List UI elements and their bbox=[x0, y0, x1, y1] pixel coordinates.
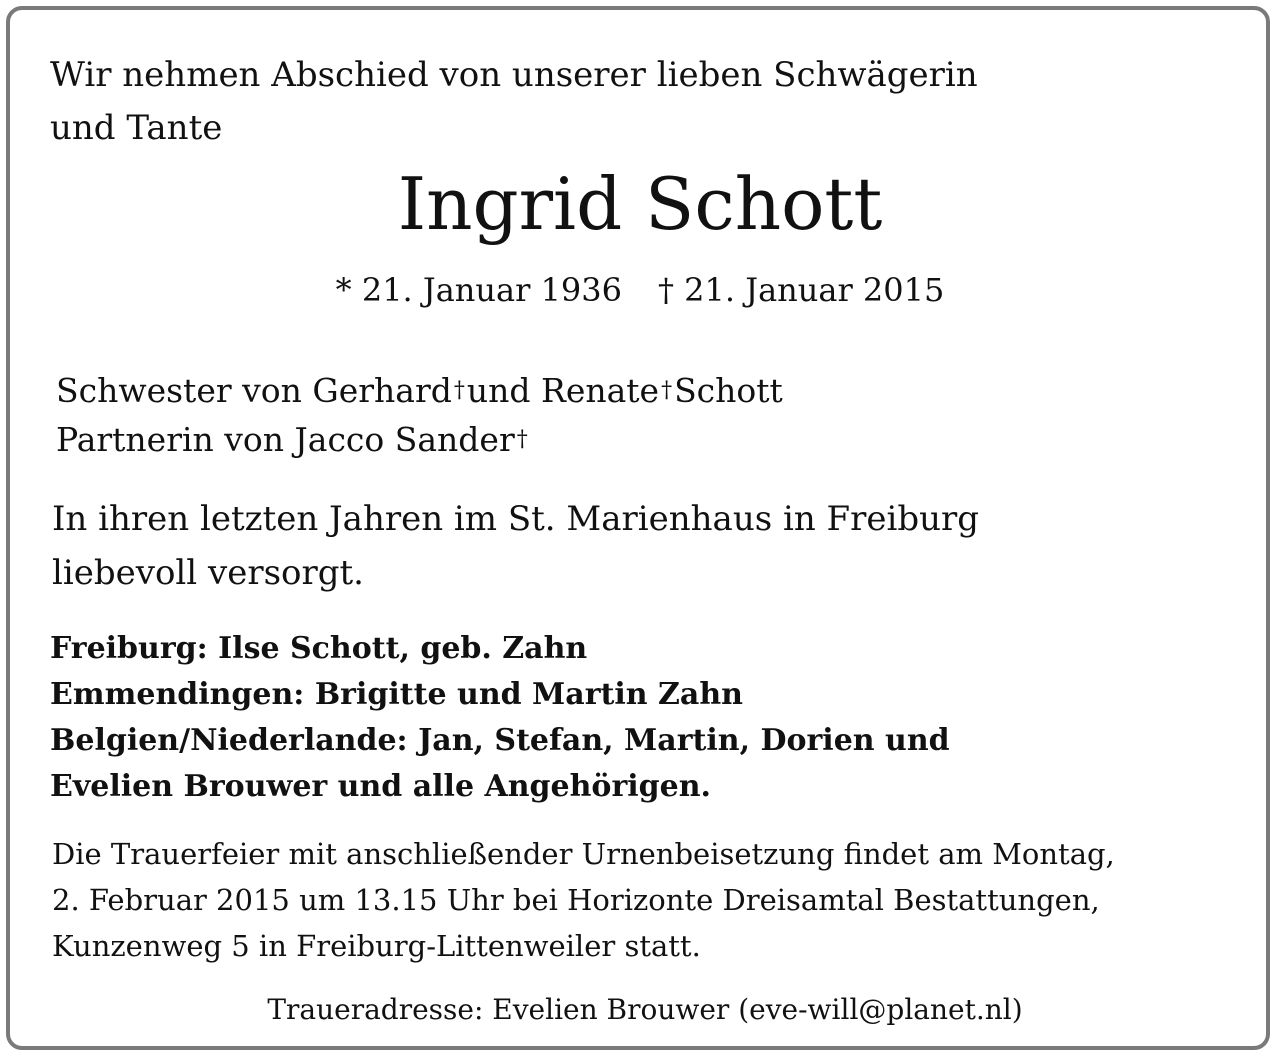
mourner-line: Evelien Brouwer und alle Angehörigen. bbox=[50, 769, 711, 804]
ceremony-line: 2. Februar 2015 um 13.15 Uhr bei Horizonte Dreisamtal Bestattungen, bbox=[52, 883, 1100, 917]
intro-line-2: und Tante bbox=[50, 108, 223, 148]
mourner-line: Belgien/Niederlande: Jan, Stefan, Martin, Dorien und bbox=[50, 723, 950, 758]
birth-date: * 21. Januar 1936 bbox=[335, 271, 622, 309]
mourning-address: Traueradresse: Evelien Brouwer (eve-will@planet.nl) bbox=[267, 993, 1023, 1026]
relation-line-1 bbox=[56, 371, 783, 410]
ceremony-line: Kunzenweg 5 in Freiburg-Littenweiler statt. bbox=[52, 929, 701, 963]
care-line-2: liebevoll versorgt. bbox=[52, 553, 364, 593]
dagger-icon: † bbox=[453, 378, 465, 403]
care-line-1: In ihren letzten Jahren im St. Marienhaus in Freiburg bbox=[52, 499, 980, 539]
relation-line-2 bbox=[56, 420, 530, 459]
obituary-frame bbox=[6, 6, 1270, 1050]
mourner-line: Freiburg: Ilse Schott, geb. Zahn bbox=[50, 631, 588, 666]
relation-partner-text: Partnerin von Jacco Sander bbox=[56, 420, 515, 459]
dagger-icon: † bbox=[516, 427, 528, 452]
relation-sibling-text: Schwester von Gerhard bbox=[56, 371, 452, 410]
death-date: † 21. Januar 2015 bbox=[658, 271, 945, 309]
relation-sibling-text-2: und Renate bbox=[466, 371, 660, 410]
ceremony-line: Die Trauerfeier mit anschließender Urnenbeisetzung findet am Montag, bbox=[52, 837, 1115, 871]
mourner-line: Emmendingen: Brigitte und Martin Zahn bbox=[50, 677, 743, 712]
deceased-name: Ingrid Schott bbox=[397, 162, 883, 246]
intro-line-1: Wir nehmen Abschied von unserer lieben Schwägerin bbox=[50, 55, 978, 95]
dagger-icon: † bbox=[661, 378, 673, 403]
relation-sibling-text-3: Schott bbox=[674, 371, 783, 410]
life-dates bbox=[10, 271, 1270, 309]
